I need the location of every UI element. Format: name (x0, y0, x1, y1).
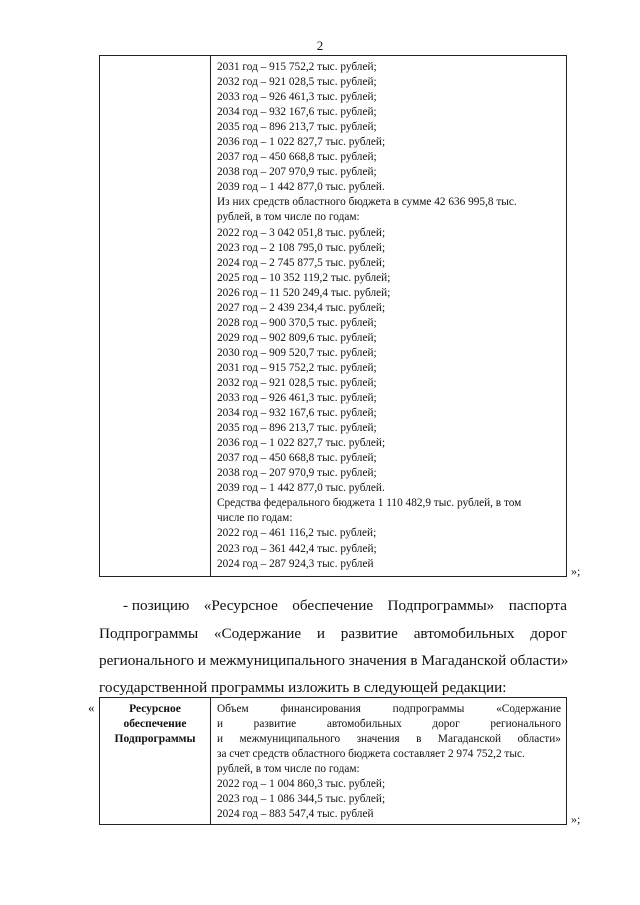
year-amount-line: 2022 год – 3 042 051,8 тыс. рублей; (217, 226, 386, 239)
year-amount-line: 2039 год – 1 442 877,0 тыс. рублей. (217, 181, 385, 194)
word: значения (356, 733, 400, 745)
word: обеспечение (292, 597, 374, 614)
row-header-resource-provision (100, 702, 210, 747)
word: финансирования (280, 703, 361, 715)
resource-provision-table (99, 697, 567, 825)
year-amount-line: 2026 год – 11 520 249,4 тыс. рублей; (217, 286, 391, 299)
year-amount-line: 2035 год – 896 213,7 тыс. рублей; (217, 121, 377, 134)
opening-quote: « (88, 700, 95, 715)
year-amount-line: 2035 год – 896 213,7 тыс. рублей; (217, 422, 377, 435)
word: дорог (432, 718, 460, 730)
year-amount-line: 2024 год – 2 745 877,5 тыс. рублей; (217, 256, 386, 269)
word: регионального (490, 718, 561, 730)
year-amount-line: 2025 год – 10 352 119,2 тыс. рублей; (217, 271, 391, 284)
year-amount-line: 2022 год – 1 004 860,3 тыс. рублей; (217, 778, 386, 790)
year-amount-line: 2032 год – 921 028,5 тыс. рублей; (217, 376, 377, 389)
year-amount-line: 2028 год – 900 370,5 тыс. рублей; (217, 316, 377, 329)
year-amount-line: 2022 год – 461 116,2 тыс. рублей; (217, 527, 377, 540)
paragraph-line-2 (99, 625, 567, 643)
resource-text-line1 (217, 702, 561, 717)
word: автомобильных (413, 625, 515, 642)
year-list-resource (217, 777, 561, 822)
word: «Содержание (496, 703, 561, 715)
year-amount-line: 2024 год – 883 547,4 тыс. рублей (217, 808, 374, 820)
word: Магаданской (437, 733, 502, 745)
year-amount-line: 2037 год – 450 668,8 тыс. рублей; (217, 151, 377, 164)
word: Объем (217, 703, 249, 715)
resource-text-line5: рублей, в том числе по годам: (217, 763, 360, 775)
year-list-regional (217, 226, 561, 497)
word: паспорта (508, 597, 567, 614)
table-column-divider (210, 56, 211, 576)
word: «Содержание (213, 625, 302, 642)
year-amount-line: 2030 год – 909 520,7 тыс. рублей; (217, 346, 377, 359)
word: межмуниципального (239, 733, 341, 745)
regional-budget-heading-line2: рублей, в том числе по годам: (217, 211, 360, 224)
year-amount-line: 2023 год – 361 442,4 тыс. рублей; (217, 542, 377, 555)
year-amount-line: 2038 год – 207 970,9 тыс. рублей; (217, 166, 377, 179)
word: развитие (253, 718, 297, 730)
word: автомобильных (326, 718, 402, 730)
year-list-total (217, 60, 561, 195)
year-amount-line: 2033 год – 926 461,3 тыс. рублей; (217, 392, 377, 405)
resource-text-line2 (217, 717, 561, 732)
year-amount-line: 2037 год – 450 668,8 тыс. рублей; (217, 452, 377, 465)
word: «Ресурсное (203, 597, 278, 614)
paragraph-line-4: государственной программы изложить в следующей редакции: (99, 679, 507, 696)
word: области» (517, 733, 561, 745)
resource-text-cell (217, 702, 561, 822)
federal-budget-heading-line2: числе по годам: (217, 512, 293, 525)
funding-table-continued (99, 55, 567, 577)
year-amount-line: 2033 год – 926 461,3 тыс. рублей; (217, 91, 377, 104)
federal-budget-heading-line1: Средства федерального бюджета 1 110 482,9 тыс. рублей, в том (217, 497, 522, 510)
year-amount-line: 2024 год – 287 924,3 тыс. рублей (217, 557, 374, 570)
word: Подпрограммы» (387, 597, 495, 614)
year-amount-line: 2023 год – 2 108 795,0 тыс. рублей; (217, 241, 386, 254)
word: подпрограммы (392, 703, 465, 715)
year-amount-line: 2031 год – 915 752,2 тыс. рублей; (217, 61, 377, 73)
word: дорог (530, 625, 567, 642)
paragraph-line-1 (123, 597, 567, 615)
regional-budget-heading-line1: Из них средств областного бюджета в сумме 42 636 995,8 тыс. (217, 196, 517, 209)
word: Подпрограммы (99, 625, 199, 642)
year-amount-line: 2031 год – 915 752,2 тыс. рублей; (217, 361, 377, 374)
row-header-line: Ресурсное (129, 703, 181, 715)
year-amount-line: 2038 год – 207 970,9 тыс. рублей; (217, 467, 377, 480)
word: развитие (340, 625, 398, 642)
resource-text-line3 (217, 732, 561, 747)
table-column-divider (210, 698, 211, 824)
year-amount-line: 2032 год – 921 028,5 тыс. рублей; (217, 76, 377, 89)
page-number: 2 (316, 38, 324, 53)
closing-quote: »; (571, 564, 581, 578)
year-amount-line: 2027 год – 2 439 234,4 тыс. рублей; (217, 301, 386, 314)
year-amount-line: 2039 год – 1 442 877,0 тыс. рублей. (217, 482, 385, 495)
funding-text-cell (217, 60, 561, 572)
word: и (217, 718, 224, 730)
year-list-federal (217, 526, 561, 571)
year-amount-line: 2034 год – 932 167,6 тыс. рублей; (217, 407, 377, 420)
word: и (316, 625, 326, 642)
year-amount-line: 2029 год – 902 809,6 тыс. рублей; (217, 331, 377, 344)
year-amount-line: 2034 год – 932 167,6 тыс. рублей; (217, 106, 377, 119)
year-amount-line: 2036 год – 1 022 827,7 тыс. рублей; (217, 437, 386, 450)
word: и (217, 733, 224, 745)
word: - позицию (123, 597, 190, 614)
word: в (416, 733, 422, 745)
year-amount-line: 2023 год – 1 086 344,5 тыс. рублей; (217, 793, 386, 805)
year-amount-line: 2036 год – 1 022 827,7 тыс. рублей; (217, 136, 386, 149)
row-header-line: обеспечение (123, 718, 187, 730)
paragraph-line-3: регионального и межмуниципального значения в Магаданской области» (99, 652, 569, 669)
resource-text-line4: за счет средств областного бюджета составляет 2 974 752,2 тыс. (217, 748, 525, 760)
row-header-line: Подпрограммы (114, 733, 196, 745)
closing-quote: »; (571, 812, 581, 826)
